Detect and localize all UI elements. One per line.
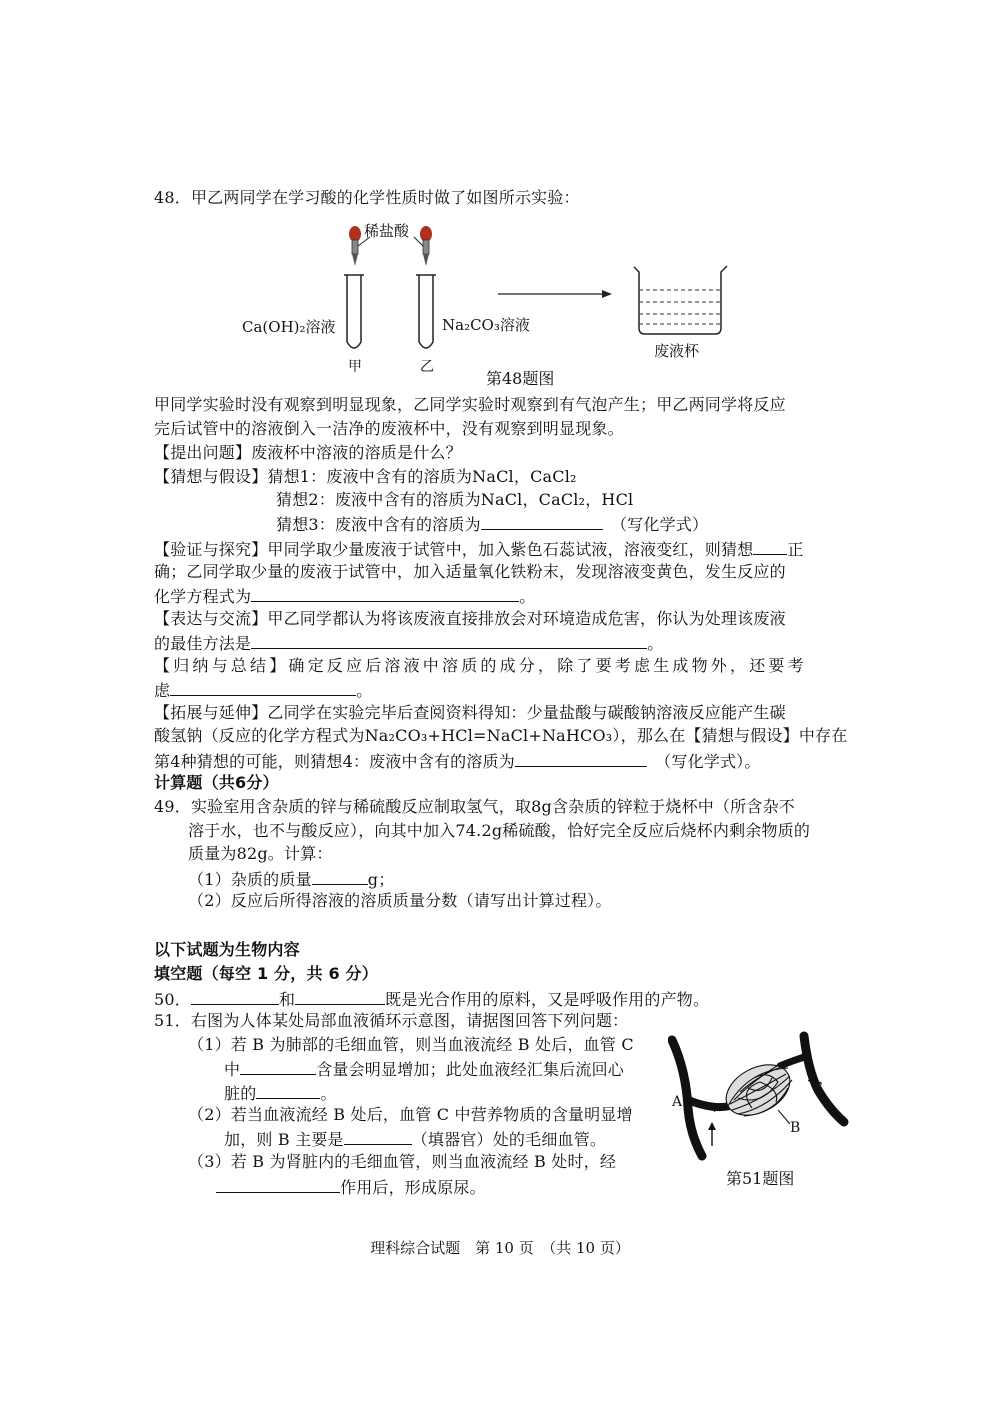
q48-intro: 48．甲乙两同学在学习酸的化学性质时做了如图所示实验：: [154, 188, 580, 207]
period: 。: [647, 634, 664, 653]
period: 。: [356, 681, 373, 700]
bio-heading: 以下试题为生物内容: [154, 940, 300, 959]
q49-sub1-unit: g；: [367, 870, 395, 889]
q48-extend3-text: 第4种猜想的可能，则猜想4：废液中含有的溶质为: [154, 752, 515, 771]
answer-blank[interactable]: [515, 748, 647, 767]
test-tube-right-icon: [416, 275, 436, 348]
q51-sub1-line2: [224, 1056, 624, 1082]
dropper-right-icon: [420, 226, 432, 266]
q49-line3: 质量为82g。计算：: [188, 844, 333, 863]
answer-blank[interactable]: [251, 583, 519, 602]
label-a: A: [672, 1094, 683, 1110]
q49-sub1-text: （1）杂质的质量: [188, 870, 312, 889]
answer-blank[interactable]: [216, 1174, 340, 1193]
q51-sub1-text: 中: [224, 1060, 241, 1079]
beaker-icon: [634, 266, 727, 334]
q51-sub2-line2: [224, 1126, 606, 1152]
answer-blank[interactable]: [753, 536, 787, 555]
acid-label: 稀盐酸: [364, 222, 410, 240]
answer-blank[interactable]: [344, 1126, 412, 1145]
q48-guess3-note: （写化学式）: [618, 515, 709, 534]
q49-line2: 溶于水，也不与酸反应），向其中加入74.2g稀硫酸，恰好完全反应后烧杯内剩余物质的: [188, 821, 811, 840]
answer-blank[interactable]: [191, 986, 279, 1005]
page-footer: 理科综合试题 第 10 页 （共 10 页）: [370, 1239, 630, 1257]
q48-summary2-text: 虑: [154, 681, 171, 700]
q48-summary1: [154, 654, 848, 678]
q48-verify3: [154, 583, 535, 609]
q48-p2: 完后试管中的溶液倒入一洁净的废液杯中，没有观察到明显现象。: [154, 419, 624, 438]
q48-verify2: 确；乙同学取少量的废液于试管中，加入适量氧化铁粉末，发现溶液变黄色，发生反应的: [154, 562, 786, 581]
label-b: B: [790, 1120, 801, 1136]
figure-caption-51: 第51题图: [726, 1169, 795, 1188]
dropper-left-icon: [349, 226, 361, 266]
q51-figure: [668, 1030, 850, 1194]
q48-extend1: 【拓展与延伸】乙同学在实验完毕后查阅资料得知：少量盐酸与碳酸钠溶液反应能产生碳: [154, 703, 786, 722]
arrow-right-icon: [498, 290, 612, 298]
q50-number: 50．: [154, 990, 191, 1009]
q49-sub2: （2）反应后所得溶液的溶质质量分数（请写出计算过程）。: [188, 891, 612, 910]
beaker-label: 废液杯: [654, 342, 700, 360]
q48-verify1-text: 【验证与探究】甲同学取少量废液于试管中，加入紫色石蕊试液，溶液变红，则猜想: [154, 540, 754, 559]
answer-blank[interactable]: [170, 677, 356, 696]
q48-verify1: [154, 536, 804, 562]
q51-sub2-line1: （2）若当血液流经 B 处后，血管 C 中营养物质的含量明显增: [188, 1105, 633, 1124]
q51-sub2-text2: （填器官）处的毛细血管。: [411, 1130, 607, 1149]
answer-blank[interactable]: [251, 630, 647, 649]
q48-guess1: 【猜想与假设】猜想1：废液中含有的溶质为NaCl，CaCl₂: [154, 467, 577, 486]
answer-blank[interactable]: [481, 511, 603, 530]
answer-blank[interactable]: [312, 866, 368, 885]
tube1-label: Ca(OH)₂溶液: [242, 318, 336, 336]
q48-verify1-end: 正: [787, 540, 804, 559]
q49-line1: 49．实验室用含杂质的锌与稀硫酸反应制取氢气，取8g含杂质的锌粒于烧杯中（所含杂不: [154, 797, 795, 816]
q48-express1: 【表达与交流】甲乙同学都认为将该废液直接排放会对环境造成危害，你认为处理该废液: [154, 609, 786, 628]
q48-summary1-text: 【归纳与总结】确定反应后溶液中溶质的成分，除了要考虑生成物外，还要考: [154, 656, 807, 675]
q48-summary2: [154, 677, 372, 703]
calc-heading: 计算题（共6分）: [154, 773, 279, 792]
tube2-label: Na₂CO₃溶液: [442, 316, 530, 334]
answer-blank[interactable]: [256, 1080, 320, 1099]
q48-question: 【提出问题】废液杯中溶液的溶质是什么？: [154, 443, 462, 462]
q51-sub1-line1: （1）若 B 为肺部的毛细血管，则当血液流经 B 处后，血管 C: [188, 1035, 634, 1054]
q48-express2: [154, 630, 663, 656]
fill-heading: 填空题（每空 1 分，共 6 分）: [154, 964, 378, 983]
q51-intro: 51．右图为人体某处局部血液循环示意图，请据图回答下列问题：: [154, 1011, 629, 1030]
q48-extend3-note: （写化学式）。: [663, 752, 761, 771]
label-c: C: [812, 1080, 823, 1096]
q48-figure: [230, 220, 750, 390]
flow-arrow-icon: [708, 1122, 716, 1146]
q51-sub3-text: 作用后，形成原尿。: [340, 1178, 486, 1197]
tube1-name: 甲: [348, 359, 362, 375]
q48-p1: 甲同学实验时没有观察到明显现象，乙同学实验时观察到有气泡产生；甲乙两同学将反应: [154, 395, 786, 414]
test-tube-left-icon: [344, 275, 364, 348]
q48-guess3-text: 猜想3：废液中含有的溶质为: [276, 515, 481, 534]
q51-sub3-line2: [216, 1174, 486, 1200]
answer-blank[interactable]: [295, 986, 385, 1005]
q51-sub2-text: 加，则 B 主要是: [224, 1130, 344, 1149]
tube2-name: 乙: [420, 359, 434, 375]
q48-express2-text: 的最佳方法是: [154, 634, 252, 653]
period: 。: [320, 1084, 337, 1103]
period: 。: [519, 587, 536, 606]
answer-blank[interactable]: [240, 1056, 316, 1075]
q51-sub1-text2: 含量会明显增加；此处血液经汇集后流回心: [316, 1060, 625, 1079]
q48-extend2: 酸氢钠（反应的化学方程式为Na₂CO₃+HCl=NaCl+NaHCO₃），那么在【猜想与假设】中存在: [154, 726, 848, 745]
q48-guess3: [276, 511, 708, 537]
q51-sub3-line1: （3）若 B 为肾脏内的毛细血管，则当血液流经 B 处时，经: [188, 1152, 617, 1171]
q50-and: 和: [278, 990, 296, 1009]
q51-sub1-text3: 脏的: [224, 1084, 257, 1103]
q48-verify3-text: 化学方程式为: [154, 587, 252, 606]
figure-caption-48: 第48题图: [486, 369, 555, 388]
q50-text: 既是光合作用的原料，又是呼吸作用的产物。: [385, 990, 710, 1009]
q48-guess2: 猜想2：废液中含有的溶质为NaCl，CaCl₂，HCl: [276, 490, 634, 509]
